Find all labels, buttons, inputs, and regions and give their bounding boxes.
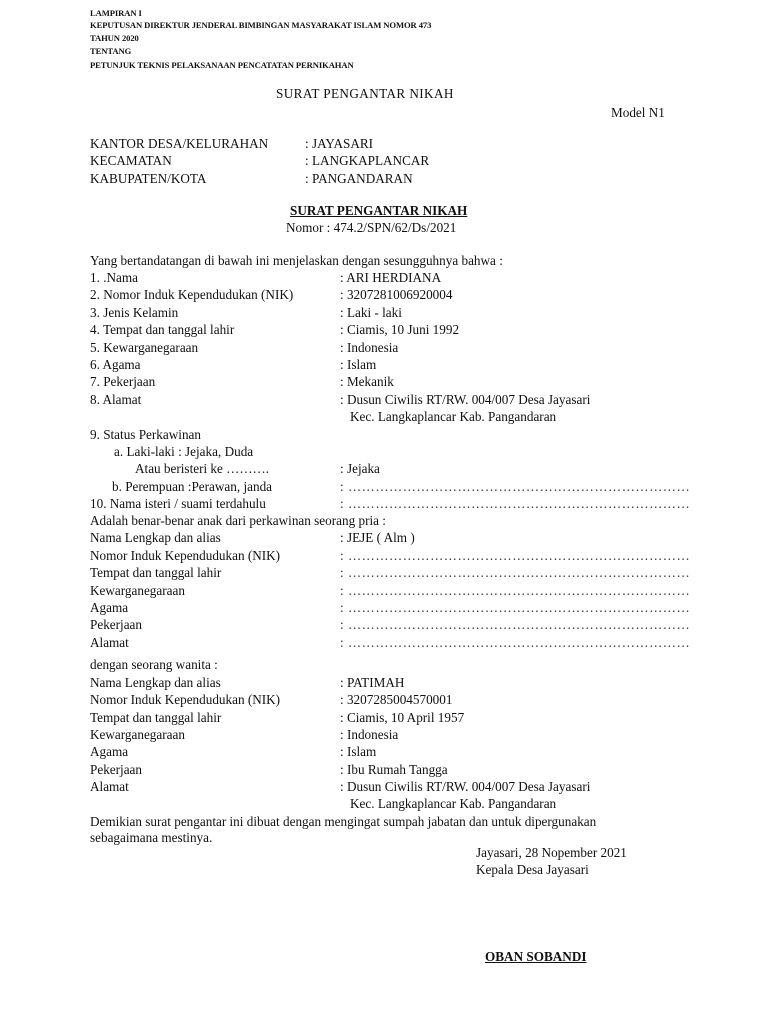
- place-date: Jayasari, 28 Nopember 2021: [476, 845, 627, 860]
- father-citizenship-label: Kewarganegaraan: [90, 583, 185, 598]
- subject-address-label: 8. Alamat: [90, 392, 142, 407]
- marital-wife-count-label: Atau beristeri ke ……….: [135, 461, 270, 476]
- decree-about: TENTANG: [90, 46, 132, 56]
- father-religion-label: Agama: [90, 600, 129, 615]
- signer-title: Kepala Desa Jayasari: [476, 862, 589, 877]
- mother-occupation-label: Pekerjaan: [90, 762, 142, 777]
- subject-citizenship-value: : Indonesia: [340, 340, 399, 355]
- district-value: : LANGKAPLANCAR: [305, 153, 430, 168]
- subject-nik-label: 2. Nomor Induk Kependudukan (NIK): [90, 287, 294, 302]
- previous-spouse-value: : …………………………………………………………………: [340, 496, 691, 511]
- previous-spouse-label: 10. Nama isteri / suami terdahulu: [90, 496, 266, 511]
- father-intro: Adalah benar-benar anak dari perkawinan seorang pria :: [90, 513, 386, 528]
- subject-address-line2: Kec. Langkaplancar Kab. Pangandaran: [350, 409, 557, 424]
- model-code: Model N1: [611, 105, 665, 120]
- letter-title: SURAT PENGANTAR NIKAH: [290, 203, 468, 218]
- marital-female-value: : …………………………………………………………………: [340, 479, 691, 494]
- decree-title: KEPUTUSAN DIREKTUR JENDERAL BIMBINGAN MASYARAKAT ISLAM NOMOR 473: [90, 20, 432, 30]
- subject-birth-value: : Ciamis, 10 Juni 1992: [340, 322, 460, 337]
- attachment-label: LAMPIRAN I: [90, 8, 142, 18]
- father-citizenship-value: : …………………………………………………………………: [340, 583, 691, 598]
- subject-gender-label: 3. Jenis Kelamin: [90, 305, 179, 320]
- subject-occupation-value: : Mekanik: [340, 374, 394, 389]
- marital-female-options: b. Perempuan :Perawan, janda: [112, 479, 273, 494]
- marital-status-label: 9. Status Perkawinan: [90, 427, 201, 442]
- father-religion-value: : …………………………………………………………………: [340, 600, 691, 615]
- subject-gender-value: : Laki - laki: [340, 305, 402, 320]
- father-nik-label: Nomor Induk Kependudukan (NIK): [90, 548, 281, 563]
- subject-citizenship-label: 5. Kewarganegaraan: [90, 340, 199, 355]
- mother-name-label: Nama Lengkap dan alias: [90, 675, 221, 690]
- subject-address-value: : Dusun Ciwilis RT/RW. 004/007 Desa Jayasari: [340, 392, 591, 407]
- closing-text-2: sebagaimana mestinya.: [90, 830, 213, 845]
- decree-year: TAHUN 2020: [90, 33, 139, 43]
- decree-subject: PETUNJUK TEKNIS PELAKSANAAN PENCATATAN PERNIKAHAN: [90, 60, 354, 70]
- mother-religion-label: Agama: [90, 744, 129, 759]
- intro-text: Yang bertandatangan di bawah ini menjelaskan dengan sesungguhnya bahwa :: [90, 253, 503, 268]
- subject-name-label: 1. .Nama: [90, 270, 138, 285]
- letter-number: Nomor : 474.2/SPN/62/Ds/2021: [286, 220, 457, 235]
- marital-male-options: a. Laki-laki : Jejaka, Duda: [114, 444, 254, 459]
- district-label: KECAMATAN: [90, 153, 172, 168]
- father-occupation-value: : …………………………………………………………………: [340, 617, 691, 632]
- mother-birth-value: : Ciamis, 10 April 1957: [340, 710, 465, 725]
- father-name-label: Nama Lengkap dan alias: [90, 530, 221, 545]
- father-birth-label: Tempat dan tanggal lahir: [90, 565, 222, 580]
- father-name-value: : JEJE ( Alm ): [340, 530, 415, 545]
- office-label: KANTOR DESA/KELURAHAN: [90, 136, 269, 151]
- father-occupation-label: Pekerjaan: [90, 617, 142, 632]
- subject-religion-label: 6. Agama: [90, 357, 141, 372]
- father-nik-value: : …………………………………………………………………: [340, 548, 691, 563]
- closing-text: Demikian surat pengantar ini dibuat dengan mengingat sumpah jabatan dan untuk dipergunakan: [90, 814, 597, 829]
- subject-nik-value: : 3207281006920004: [340, 287, 453, 302]
- mother-address-line2: Kec. Langkaplancar Kab. Pangandaran: [350, 796, 557, 811]
- mother-address-value: : Dusun Ciwilis RT/RW. 004/007 Desa Jayasari: [340, 779, 591, 794]
- office-value: : JAYASARI: [305, 136, 374, 151]
- regency-label: KABUPATEN/KOTA: [90, 171, 207, 186]
- mother-name-value: : PATIMAH: [340, 675, 405, 690]
- mother-address-label: Alamat: [90, 779, 129, 794]
- mother-birth-label: Tempat dan tanggal lahir: [90, 710, 222, 725]
- mother-citizenship-label: Kewarganegaraan: [90, 727, 185, 742]
- mother-nik-label: Nomor Induk Kependudukan (NIK): [90, 692, 281, 707]
- marital-male-value: : Jejaka: [340, 461, 380, 476]
- signer-name: OBAN SOBANDI: [485, 949, 587, 964]
- regency-value: : PANGANDARAN: [305, 171, 413, 186]
- mother-intro: dengan seorang wanita :: [90, 657, 218, 672]
- mother-occupation-value: : Ibu Rumah Tangga: [340, 762, 448, 777]
- document-title: SURAT PENGANTAR NIKAH: [276, 86, 454, 101]
- subject-occupation-label: 7. Pekerjaan: [90, 374, 156, 389]
- father-address-label: Alamat: [90, 635, 129, 650]
- mother-nik-value: : 3207285004570001: [340, 692, 453, 707]
- father-address-value: : …………………………………………………………………: [340, 635, 691, 650]
- subject-birth-label: 4. Tempat dan tanggal lahir: [90, 322, 235, 337]
- mother-citizenship-value: : Indonesia: [340, 727, 399, 742]
- subject-religion-value: : Islam: [340, 357, 377, 372]
- subject-name-value: : ARI HERDIANA: [340, 270, 442, 285]
- father-birth-value: : …………………………………………………………………: [340, 565, 691, 580]
- mother-religion-value: : Islam: [340, 744, 377, 759]
